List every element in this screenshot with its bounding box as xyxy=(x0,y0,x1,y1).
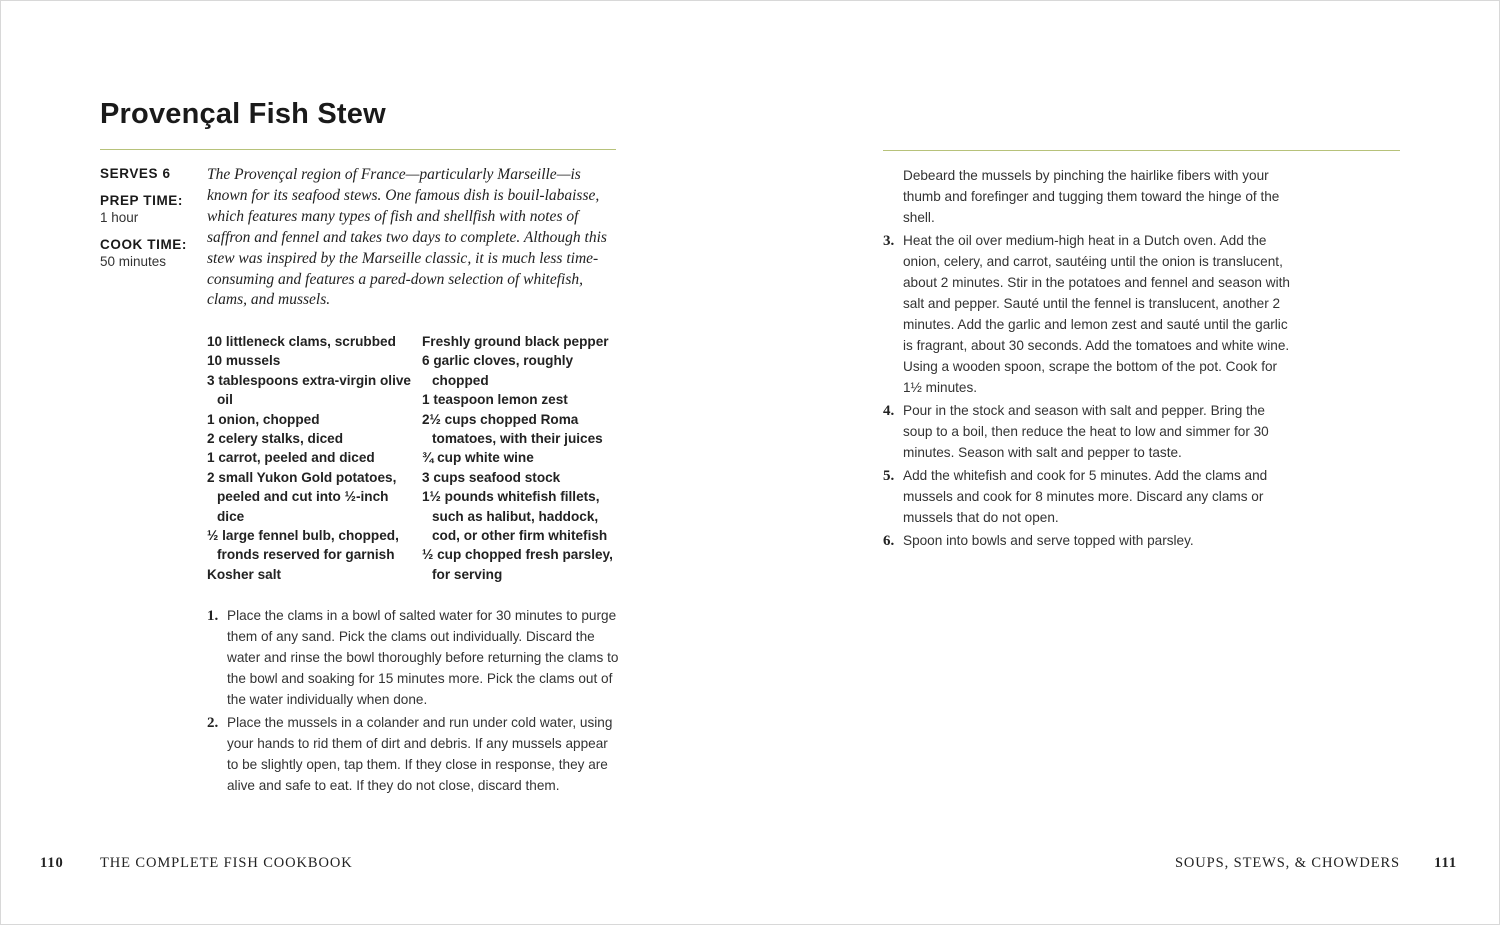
left-divider-rule xyxy=(100,149,616,150)
ingredient-item: 2 small Yukon Gold potatoes, peeled and cut into ½-inch dice xyxy=(207,469,397,524)
ingredient-item: 1 onion, chopped xyxy=(207,411,320,427)
step-number: 4. xyxy=(883,402,895,419)
ingredient-item: ¾ cup white wine xyxy=(422,450,534,466)
instruction-step xyxy=(207,713,622,797)
instruction-step xyxy=(883,231,1295,398)
step-text: Add the whitefish and cook for 5 minutes. Add the clams and mussels and cook for 8 minutes more. Discard any clams or mussels that do not open. xyxy=(903,468,1268,525)
ingredient-item: ½ cup chopped fresh parsley, for serving xyxy=(422,547,613,582)
step-number: 2. xyxy=(207,715,219,732)
cook-time-label: COOK TIME: xyxy=(100,237,187,252)
ingredients-list-right xyxy=(422,332,622,584)
instruction-step xyxy=(883,401,1295,464)
serves-label: SERVES 6 xyxy=(100,166,171,181)
ingredient-item: 2 celery stalks, diced xyxy=(207,431,344,447)
recipe-title: Provençal Fish Stew xyxy=(100,98,386,130)
step-text: Pour in the stock and season with salt and pepper. Bring the soup to a boil, then reduce the heat to low and simmer for 30 minutes. Season with salt and pepper to taste. xyxy=(903,402,1269,460)
ingredient-item: 10 littleneck clams, scrubbed xyxy=(207,334,396,349)
step-number: 5. xyxy=(883,468,895,485)
ingredient-item: Kosher salt xyxy=(207,566,282,582)
cook-time-value: 50 minutes xyxy=(100,254,167,269)
instructions-right xyxy=(883,166,1295,555)
step-text: Heat the oil over medium-high heat in a Dutch oven. Add the onion, celery, and carrot, sautéing until the onion is translucent, about 2 minutes. Stir in the potatoes and fennel and season with salt and pepper. Sauté until the fennel is translucent, another 2 minutes. Add the garlic and lemon zest and sauté until the garlic is fragrant, about 30 seconds. Add the tomatoes and white wine. Using a wooden spoon, scrape the bottom of the pot. Cook for 1½ minutes. xyxy=(903,233,1290,395)
chapter-title-running-foot: SOUPS, STEWS, & CHOWDERS xyxy=(1174,855,1400,871)
right-divider-rule xyxy=(883,150,1400,151)
ingredient-item: 2½ cups chopped Roma tomatoes, with their juices xyxy=(422,411,603,447)
ingredient-item: 1 carrot, peeled and diced xyxy=(207,450,375,466)
instructions-left xyxy=(207,606,622,799)
ingredients-list-left xyxy=(207,332,417,584)
step-text: Place the mussels in a colander and run under cold water, using your hands to rid them of dirt and debris. If any mussels appear to be slightly open, tap them. If they close in response, they are alive and safe to eat. If they do not close, discard them. xyxy=(227,715,613,793)
step-number: 1. xyxy=(207,608,219,624)
ingredient-item: Freshly ground black pepper xyxy=(422,334,609,349)
recipe-meta xyxy=(100,166,200,281)
ingredient-item: 3 cups seafood stock xyxy=(422,469,561,485)
ingredient-item: 3 tablespoons extra-virgin olive oil xyxy=(207,372,411,408)
ingredient-item: 10 mussels xyxy=(207,353,281,369)
step-text: Place the clams in a bowl of salted water for 30 minutes to purge them of any sand. Pick the clams out individually. Discard the water and rinse the bowl thoroughly before returning the clams to the bowl and soaking for 15 minutes more. Pick the clams out of the water individually when done. xyxy=(227,608,619,707)
prep-time-label: PREP TIME: xyxy=(100,193,184,208)
step-number: 3. xyxy=(883,233,895,250)
step-text: Spoon into bowls and serve topped with parsley. xyxy=(903,533,1194,549)
instruction-step xyxy=(883,531,1295,552)
left-page-number: 110 xyxy=(40,855,64,871)
instruction-step xyxy=(883,466,1295,529)
ingredient-item: ½ large fennel bulb, chopped, fronds reserved for garnish xyxy=(207,528,399,563)
ingredient-item: 6 garlic cloves, roughly chopped xyxy=(422,353,574,388)
prep-time-value: 1 hour xyxy=(100,210,139,225)
right-page-number: 111 xyxy=(1434,855,1457,871)
instruction-step xyxy=(207,606,622,711)
step-number: 6. xyxy=(883,533,895,550)
ingredient-item: 1 teaspoon lemon zest xyxy=(422,392,568,408)
ingredient-item: 1½ pounds whitefish fillets, such as halibut, haddock, cod, or other firm whitefish xyxy=(422,489,608,544)
book-title-running-foot: THE COMPLETE FISH COOKBOOK xyxy=(100,855,353,871)
recipe-intro: The Provençal region of France—particularly Marseille—is known for its seafood stews. One famous dish is bouil-labaisse, which features many types of fish and shellfish with notes of saffron and fennel and takes two days to complete. Although this stew was inspired by the Marseille classic, it is much less time-consuming and features a pared-down selection of whitefish, clams, and mussels. xyxy=(207,166,607,309)
instruction-step-continued xyxy=(883,166,1295,229)
step-text: Debeard the mussels by pinching the hairlike fibers with your thumb and forefinger and tugging them toward the hinge of the shell. xyxy=(903,168,1280,225)
